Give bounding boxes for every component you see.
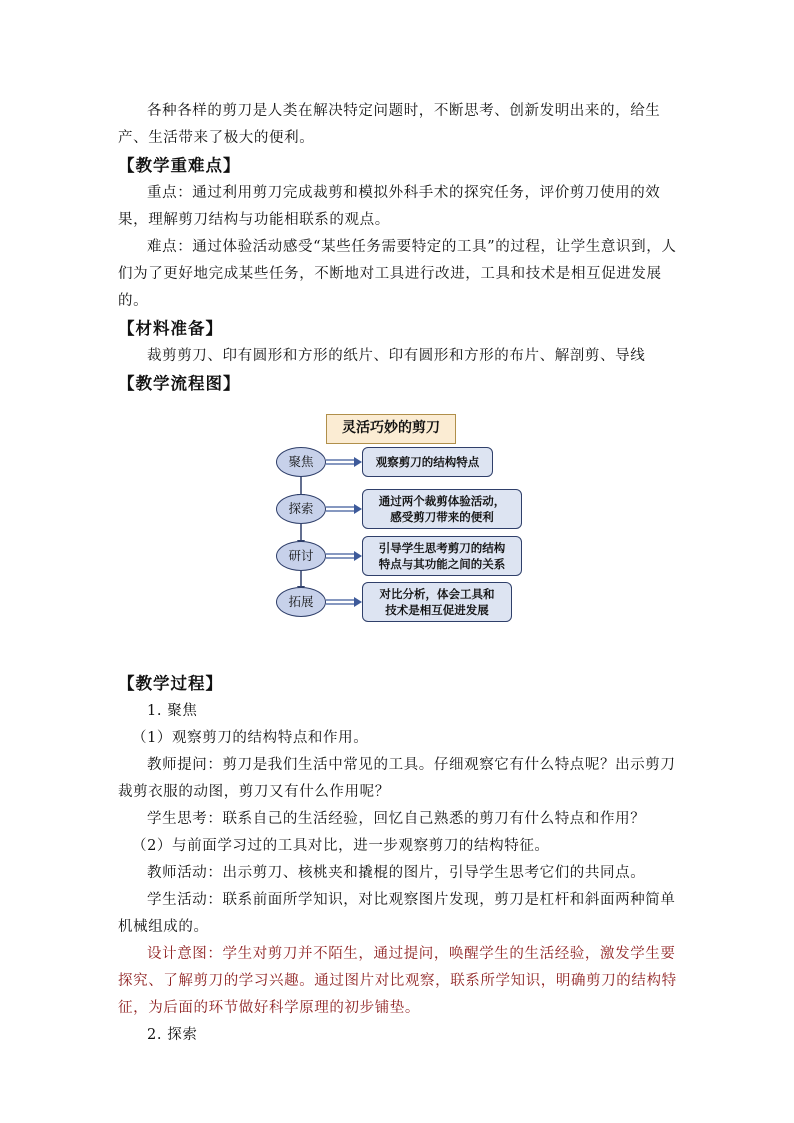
stage-explore: 探索 (276, 494, 326, 524)
student-thinking: 学生思考：联系自己的生活经验，回忆自己熟悉的剪刀有什么特点和作用？ (147, 811, 646, 827)
stage-discuss: 研讨 (276, 541, 326, 571)
stage-extend: 拓展 (276, 587, 326, 617)
focus-paragraph: 重点：通过利用剪刀完成裁剪和模拟外科手术的探究任务，评价剪刀使用的效果，理解剪刀结构与功能相联系的观点。 (118, 185, 661, 228)
stage-focus: 聚焦 (276, 447, 326, 477)
double-arrow-3 (326, 554, 354, 558)
double-arrow-2 (326, 507, 354, 511)
difficulty-paragraph: 难点：通过体验活动感受“某些任务需要特定的工具”的过程，让学生意识到，人们为了更好地完成某些任务，不断地对工具进行改进，工具和技术是相互促进发展的。 (118, 239, 677, 309)
step1-title: 1. 聚焦 (147, 703, 198, 719)
double-arrow-4 (326, 600, 354, 604)
materials-paragraph: 裁剪剪刀、印有圆形和方形的纸片、印有圆形和方形的布片、解剖剪、导线 (147, 348, 646, 364)
sub-item-1: （1）观察剪刀的结构特点和作用。 (132, 730, 369, 746)
heading-materials: 【材料准备】 (118, 319, 223, 338)
stage-explore-desc: 通过两个裁剪体验活动， 感受剪刀带来的便利 (362, 489, 522, 529)
heading-process: 【教学过程】 (118, 674, 223, 693)
stage-discuss-desc: 引导学生思考剪刀的结构 特点与其功能之间的关系 (362, 536, 522, 576)
step2-title: 2. 探索 (147, 1027, 198, 1043)
flowchart-title: 灵活巧妙的剪刀 (326, 414, 456, 444)
stage-focus-desc: 观察剪刀的结构特点 (362, 447, 493, 477)
sub-item-2: （2）与前面学习过的工具对比，进一步观察剪刀的结构特征。 (132, 838, 550, 854)
student-activity: 学生活动：联系前面所学知识，对比观察图片发现，剪刀是杠杆和斜面两种简单机械组成的。 (118, 892, 676, 935)
teacher-activity: 教师活动：出示剪刀、核桃夹和撬棍的图片，引导学生思考它们的共同点。 (147, 865, 646, 881)
heading-flowchart: 【教学流程图】 (118, 374, 241, 393)
intro-paragraph: 各种各样的剪刀是人类在解决特定问题时，不断思考、创新发明出来的，给生产、生活带来了极大的便利。 (118, 103, 661, 146)
teacher-question: 教师提问：剪刀是我们生活中常见的工具。仔细观察它有什么特点呢？出示剪刀裁剪衣服的动图，剪刀又有什么作用呢？ (118, 757, 676, 800)
document-page (118, 98, 678, 1049)
design-intent: 设计意图：学生对剪刀并不陌生，通过提问，唤醒学生的生活经验，激发学生要探究、了解剪刀的学习兴趣。通过图片对比观察，联系所学知识，明确剪刀的结构特征，为后面的环节做好科学原理的初步铺垫。 (118, 946, 677, 1016)
double-arrow-1 (326, 460, 354, 464)
stage-extend-desc: 对比分析，体会工具和 技术是相互促进发展 (362, 582, 512, 622)
teaching-flowchart (118, 402, 678, 670)
heading-key-points: 【教学重难点】 (118, 156, 241, 175)
